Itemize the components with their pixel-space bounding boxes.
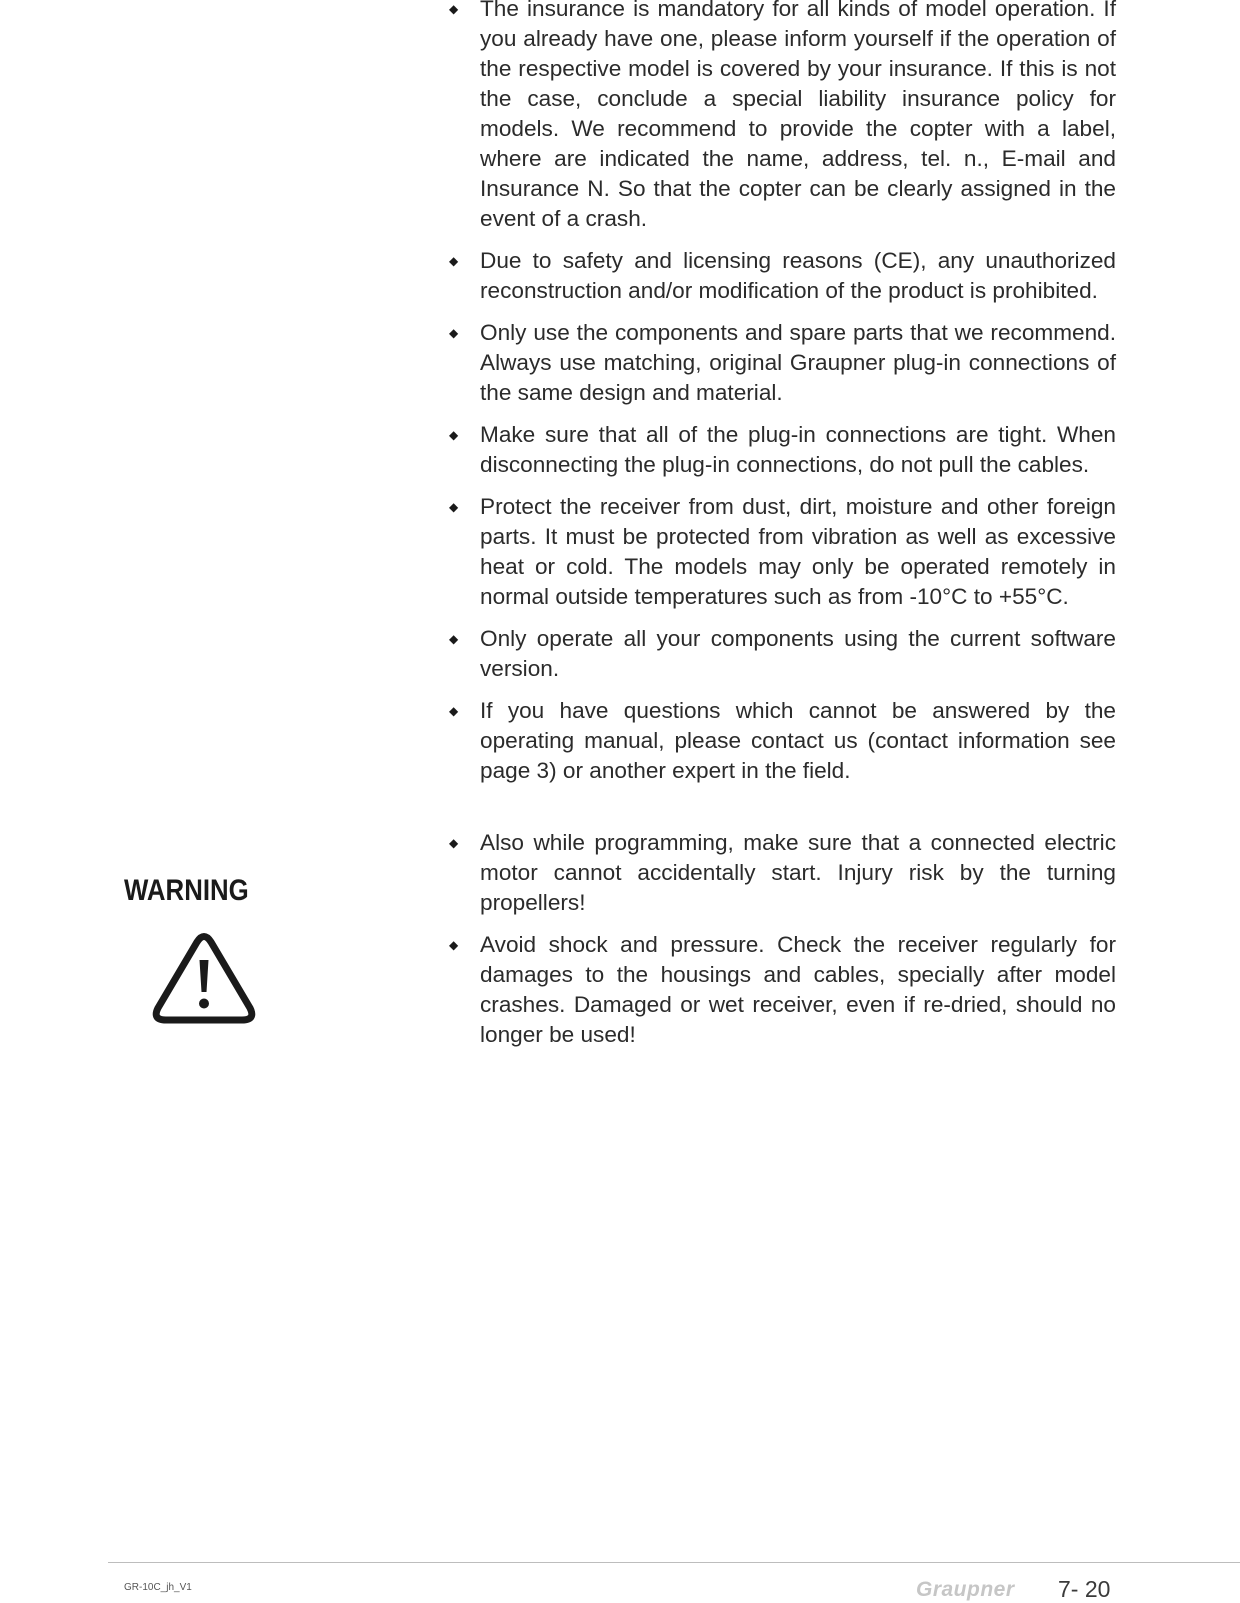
page-number: 7- 20 (1058, 1576, 1111, 1602)
list-item-text: Avoid shock and pressure. Check the receiver regularly for damages to the housings and cables, specially after model crashes. Damaged or wet receiver, even if re-dried, should no longer be used! (480, 932, 1116, 1047)
diamond-bullet-icon: ◆ (449, 326, 459, 340)
diamond-bullet-icon: ◆ (449, 254, 459, 268)
list-item-text: Due to safety and licensing reasons (CE), any unauthorized reconstruction and/or modification of the product is prohibited. (480, 248, 1116, 303)
warning-bullet-list (448, 828, 1116, 1050)
diamond-bullet-icon: ◆ (449, 938, 459, 952)
brand-logo: Graupner (916, 1578, 1015, 1601)
list-item (448, 246, 1116, 306)
document-id: GR-10C_jh_V1 (124, 1582, 192, 1593)
list-item (448, 930, 1116, 1050)
warning-heading: WARNING (124, 874, 249, 907)
list-item (448, 318, 1116, 408)
main-column (448, 0, 1116, 1062)
list-item (448, 828, 1116, 918)
diamond-bullet-icon: ◆ (449, 704, 459, 718)
diamond-bullet-icon: ◆ (449, 836, 459, 850)
list-item-text: Only operate all your components using the current software version. (480, 626, 1116, 681)
diamond-bullet-icon: ◆ (449, 500, 459, 514)
footer-divider (108, 1562, 1240, 1563)
diamond-bullet-icon: ◆ (449, 632, 459, 646)
list-item (448, 420, 1116, 480)
list-item (448, 696, 1116, 786)
intro-bullet-list (448, 0, 1116, 786)
list-item-text: If you have questions which cannot be answered by the operating manual, please contact us (contact information see page 3) or another expert in the field. (480, 698, 1116, 783)
warning-triangle-icon (152, 932, 256, 1026)
list-item-text: Also while programming, make sure that a connected electric motor cannot accidentally start. Injury risk by the turning propellers! (480, 830, 1116, 915)
section-gap (448, 798, 1116, 828)
list-item (448, 0, 1116, 234)
list-item-text: Protect the receiver from dust, dirt, moisture and other foreign parts. It must be protected from vibration as well as excessive heat or cold. The models may only be operated remotely in normal outside temperatures such as from -10°C to +55°C. (480, 494, 1116, 609)
list-item-text: Only use the components and spare parts that we recommend. Always use matching, original Graupner plug-in connections of the same design and material. (480, 320, 1116, 405)
diamond-bullet-icon: ◆ (449, 428, 459, 442)
diamond-bullet-icon: ◆ (449, 2, 459, 16)
list-item-text: Make sure that all of the plug-in connections are tight. When disconnecting the plug-in connections, do not pull the cables. (480, 422, 1116, 477)
list-item (448, 492, 1116, 612)
list-item-text: The insurance is mandatory for all kinds of model operation. If you already have one, please inform yourself if the operation of the respective model is covered by your insurance. If this is not the case, conclude a special liability insurance policy for models. We recommend to provide the copter with a label, where are indicated the name, address, tel. n., E-mail and Insurance N. So that the copter can be clearly assigned in the event of a crash. (480, 0, 1116, 231)
list-item (448, 624, 1116, 684)
